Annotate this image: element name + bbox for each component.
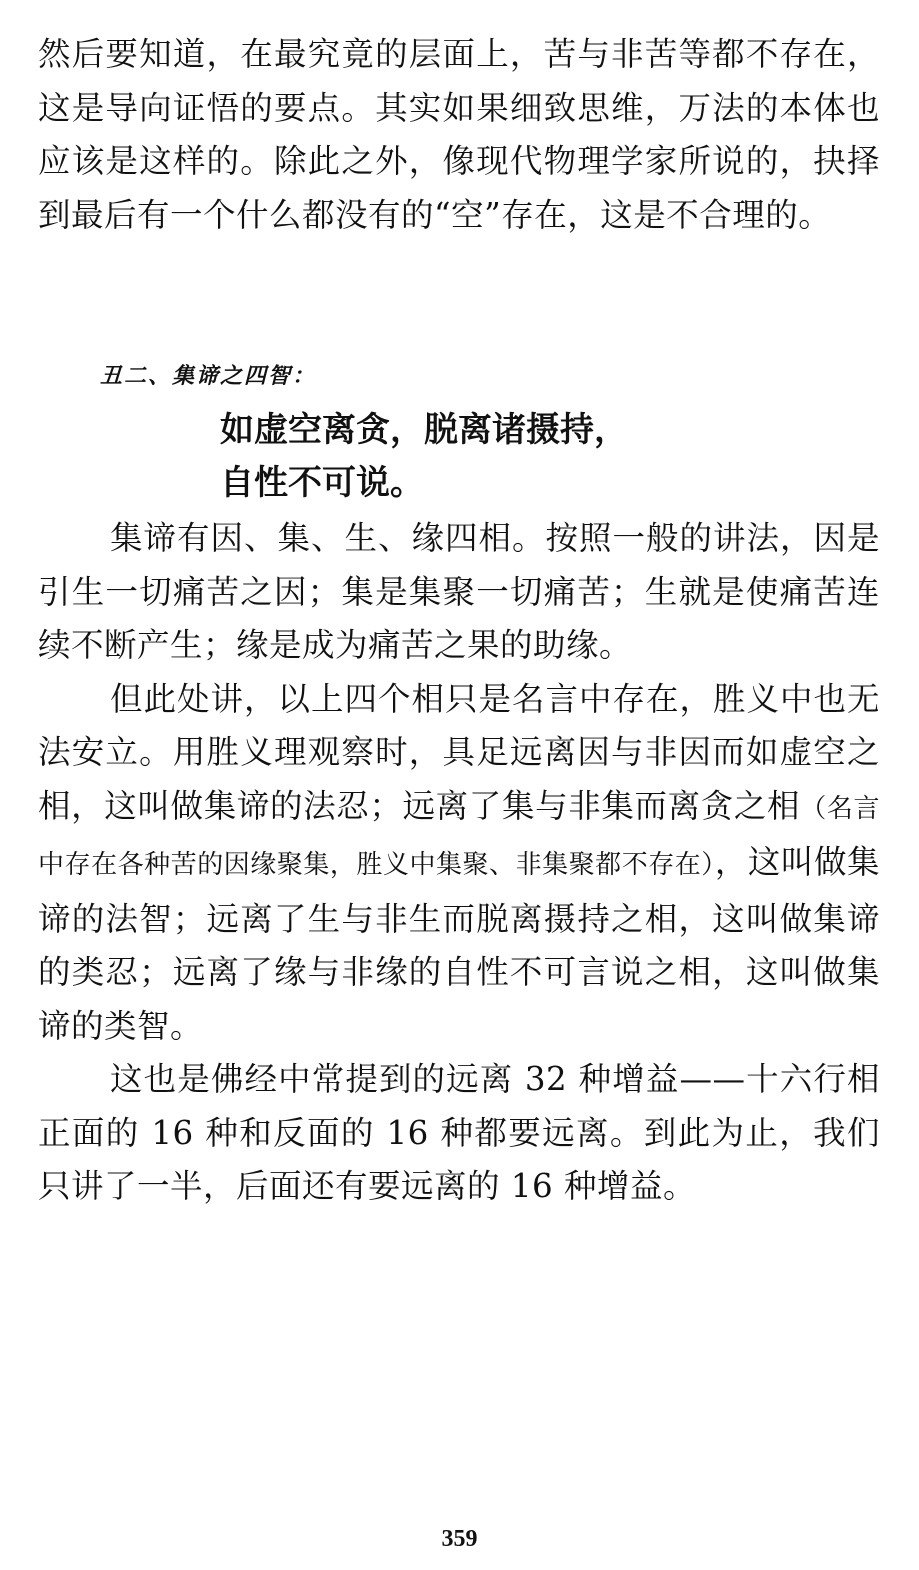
commentary-paragraph-1: 集谛有因、集、生、缘四相。按照一般的讲法，因是引生一切痛苦之因；集是集聚一切痛苦；生就是使痛苦连续不断产生；缘是成为痛苦之果的助缘。 <box>38 519 880 664</box>
paragraph-2-part-1: 但此处讲，以上四个相只是名言中存在，胜义中也无法安立。用胜义理观察时，具足远离因与非因而如虚空之相，这叫做集谛的法忍；远离了集与非集而离贪之相 <box>38 679 880 825</box>
page-number: 359 <box>441 1526 478 1552</box>
commentary-paragraph-3: 这也是佛经中常提到的远离 32 种增益——十六行相正面的 16 种和反面的 16 种都要远离。到此为止，我们只讲了一半，后面还有要远离的 16 种增益。 <box>38 1060 880 1205</box>
verse-line-2: 自性不可说。 <box>220 463 424 503</box>
verse-line-1: 如虚空离贪，脱离诸摄持， <box>220 410 628 450</box>
intro-paragraph <box>38 28 880 242</box>
intro-text: 然后要知道，在最究竟的层面上，苦与非苦等都不存在，这是导向证悟的要点。其实如果细致思维，万法的本体也应该是这样的。除此之外，像现代物理学家所说的，抉择到最后有一个什么都没有的“空”存在，这是不合理的。 <box>38 35 880 234</box>
verse-block <box>220 404 628 510</box>
section-heading: 丑二、集谛之四智： <box>100 364 317 389</box>
commentary <box>38 512 880 1214</box>
paragraph-2-part-2: ，这叫做集谛的法智；远离了生与非生而脱离摄持之相，这叫做集谛的类忍；远离了缘与非缘的自性不可言说之相，这叫做集谛的类智。 <box>38 843 880 1045</box>
commentary-paragraph-2 <box>38 673 880 1054</box>
parenthetical-note: （名言中存在各种苦的因缘聚集，胜义中集聚、非集聚都不存在） <box>38 793 880 880</box>
